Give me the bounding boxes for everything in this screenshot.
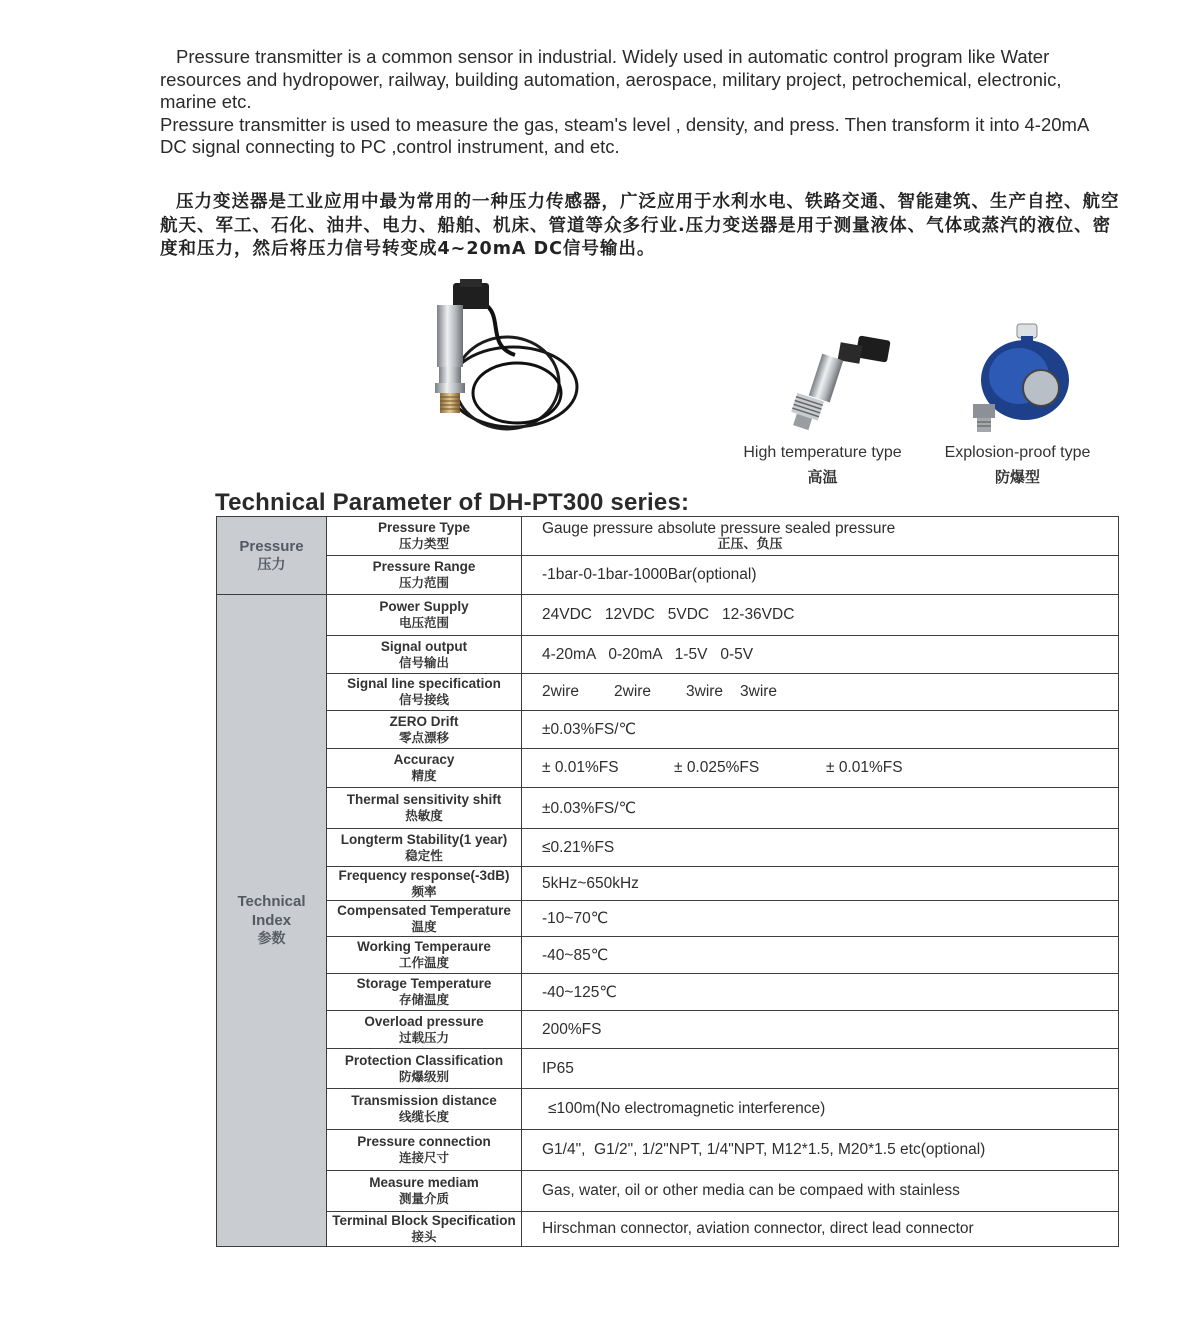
table-row: [217, 595, 1119, 636]
param-name-en: Longterm Stability(1 year): [340, 831, 508, 847]
param-name: [327, 1089, 522, 1130]
param-name-en: Pressure Range: [372, 559, 476, 574]
section-title: Technical Parameter of DH-PT300 series:: [215, 489, 690, 516]
param-value: 24VDC 12VDC 5VDC 12-36VDC: [522, 595, 1119, 636]
product-photo-high-temperature: [765, 330, 905, 435]
table-row: [217, 1212, 1119, 1247]
intro-paragraph-1: Pressure transmitter is a common sensor in industrial. Widely used in automatic control program like Water resources and hydropower, railway, building automation, aerospace, military project, petrochemical, electronic, marine etc.: [160, 46, 1062, 112]
param-value: -10~70℃: [522, 901, 1119, 937]
param-value: IP65: [522, 1049, 1119, 1089]
param-name-en: Measure mediam: [369, 1175, 479, 1190]
param-name: [327, 595, 522, 636]
table-row: [217, 1049, 1119, 1089]
table-row: [217, 867, 1119, 901]
param-name-en: Accuracy: [393, 752, 455, 767]
param-name-en: Protection Classification: [344, 1052, 504, 1068]
param-value: [522, 674, 1119, 711]
param-name-en: Thermal sensitivity shift: [346, 792, 502, 807]
param-name-cn: 工作温度: [398, 955, 449, 970]
param-value: Hirschman connector, aviation connector, direct lead connector: [522, 1212, 1119, 1247]
param-value-item: ± 0.01%FS: [542, 759, 619, 776]
table-row: [217, 517, 1119, 556]
param-name: [327, 1011, 522, 1049]
table-row: [217, 937, 1119, 974]
table-row: [217, 974, 1119, 1011]
param-name: [327, 749, 522, 788]
caption-cn: 高温: [807, 468, 838, 486]
param-name-cn: 过载压力: [398, 1029, 449, 1045]
param-name-en: Signal line specification: [347, 676, 501, 691]
table-row: [217, 1089, 1119, 1130]
param-name-cn: 接头: [411, 1229, 437, 1244]
param-name-cn: 线缆长度: [398, 1109, 449, 1124]
param-name-en: ZERO Drift: [389, 713, 459, 729]
param-name-en: Terminal Block Specification: [332, 1213, 516, 1228]
param-value: ≤100m(No electromagnetic interference): [522, 1089, 1119, 1130]
param-value: 4-20mA 0-20mA 1-5V 0-5V: [522, 636, 1119, 674]
param-value-item: ± 0.025%FS: [674, 759, 760, 776]
param-value-item: 2wire: [542, 683, 580, 700]
param-name-cn: 压力范围: [398, 575, 449, 590]
param-name-cn: 连接尺寸: [398, 1150, 449, 1165]
category-label-en: Technical Index: [237, 893, 306, 929]
table-row: [217, 556, 1119, 595]
param-name-cn: 信号输出: [398, 654, 449, 670]
table-row: [217, 1011, 1119, 1049]
table-row: [217, 749, 1119, 788]
param-name: [327, 1212, 522, 1247]
caption-high-temperature: [725, 441, 920, 489]
param-name-en: Pressure connection: [357, 1134, 491, 1149]
param-name-en: Transmission distance: [351, 1093, 497, 1108]
caption-en: Explosion-proof type: [944, 444, 1091, 461]
table-row: [217, 1130, 1119, 1171]
param-value: [522, 517, 1119, 556]
param-name: [327, 517, 522, 556]
intro-english: [160, 46, 1120, 159]
param-name: [327, 556, 522, 595]
param-value: Gas, water, oil or other media can be compaed with stainless: [522, 1171, 1119, 1212]
param-name-cn: 稳定性: [405, 847, 443, 863]
param-value-item: ± 0.01%FS: [826, 759, 903, 776]
param-value-item: 3wire: [686, 683, 724, 700]
param-name-cn: 热敏度: [405, 808, 443, 823]
param-name-en: Pressure Type: [377, 520, 471, 535]
table-row: [217, 901, 1119, 937]
param-name-en: Power Supply: [379, 599, 469, 614]
param-name-cn: 精度: [411, 768, 437, 783]
param-value: -1bar-0-1bar-1000Bar(optional): [522, 556, 1119, 595]
param-name: [327, 867, 522, 901]
param-value: G1/4", G1/2", 1/2"NPT, 1/4"NPT, M12*1.5, M20*1.5 etc(optional): [522, 1130, 1119, 1171]
param-name-cn: 信号接线: [398, 692, 449, 707]
param-value: ±0.03%FS/℃: [522, 711, 1119, 749]
param-value-item: 2wire: [614, 683, 652, 700]
param-name-cn: 压力类型: [398, 536, 449, 551]
param-name-en: Frequency response(-3dB): [338, 867, 510, 883]
param-name: [327, 788, 522, 829]
param-name: [327, 711, 522, 749]
table-row: [217, 711, 1119, 749]
intro-paragraph-2: Pressure transmitter is used to measure the gas, steam's level , density, and press. Then transform it into 4-20mA DC signal connecting to PC ,control instrument, and etc.: [160, 113, 1089, 157]
param-name-cn: 存储温度: [398, 992, 449, 1007]
param-name: [327, 937, 522, 974]
param-value-cn: 正压、负压: [717, 537, 783, 552]
param-name-en: Storage Temperature: [356, 976, 492, 991]
param-name: [327, 829, 522, 867]
product-photo-explosion-proof: [945, 318, 1085, 436]
param-name-en: Overload pressure: [364, 1013, 484, 1029]
caption-explosion-proof: [930, 441, 1105, 489]
table-row: [217, 636, 1119, 674]
param-name: [327, 1130, 522, 1171]
category-label-cn: 参数: [257, 931, 286, 947]
param-value: ±0.03%FS/℃: [522, 788, 1119, 829]
param-name: [327, 901, 522, 937]
table-row: [217, 1171, 1119, 1212]
category-pressure: [217, 517, 327, 595]
param-value: ≤0.21%FS: [522, 829, 1119, 867]
param-name-cn: 温度: [411, 918, 437, 934]
table-row: [217, 674, 1119, 711]
table-row: [217, 829, 1119, 867]
param-name-cn: 零点漂移: [398, 729, 449, 745]
technical-parameter-table: [216, 516, 1119, 1247]
product-photo-standard: [365, 275, 585, 435]
param-value: 5kHz~650kHz: [522, 867, 1119, 901]
caption-en: High temperature type: [743, 444, 902, 461]
caption-cn: 防爆型: [994, 468, 1040, 486]
param-name-cn: 测量介质: [398, 1191, 449, 1206]
param-name: [327, 1049, 522, 1089]
param-name: [327, 974, 522, 1011]
param-value: -40~125℃: [522, 974, 1119, 1011]
param-name: [327, 674, 522, 711]
param-name: [327, 1171, 522, 1212]
param-name-cn: 频率: [411, 883, 437, 899]
param-value: -40~85℃: [522, 937, 1119, 974]
param-value-en: Gauge pressure absolute pressure sealed pressure: [542, 520, 896, 537]
param-name-en: Working Temperaure: [357, 939, 491, 954]
param-name: [327, 636, 522, 674]
param-name-cn: 电压范围: [398, 615, 449, 630]
table-row: [217, 788, 1119, 829]
param-value-item: 3wire: [740, 683, 778, 700]
param-name-cn: 防爆级别: [398, 1068, 449, 1084]
category-label-cn: 压力: [257, 556, 286, 573]
param-value: [522, 749, 1119, 788]
intro-chinese: 压力变送器是工业应用中最为常用的一种压力传感器，广泛应用于水利水电、铁路交通、智能建筑、生产自控、航空航天、军工、石化、油井、电力、船舶、机床、管道等众多行业.压力变送器是用于测量液体、气体或蒸汽的液位、密度和压力，然后将压力信号转变成4~20mA DC信号输出。: [160, 192, 1120, 259]
category-label-en: Pressure: [239, 537, 304, 555]
param-value: 200%FS: [522, 1011, 1119, 1049]
category-technical-index: [217, 595, 327, 1247]
param-name-en: Signal output: [380, 638, 468, 654]
param-name-en: Compensated Temperature: [337, 902, 511, 918]
